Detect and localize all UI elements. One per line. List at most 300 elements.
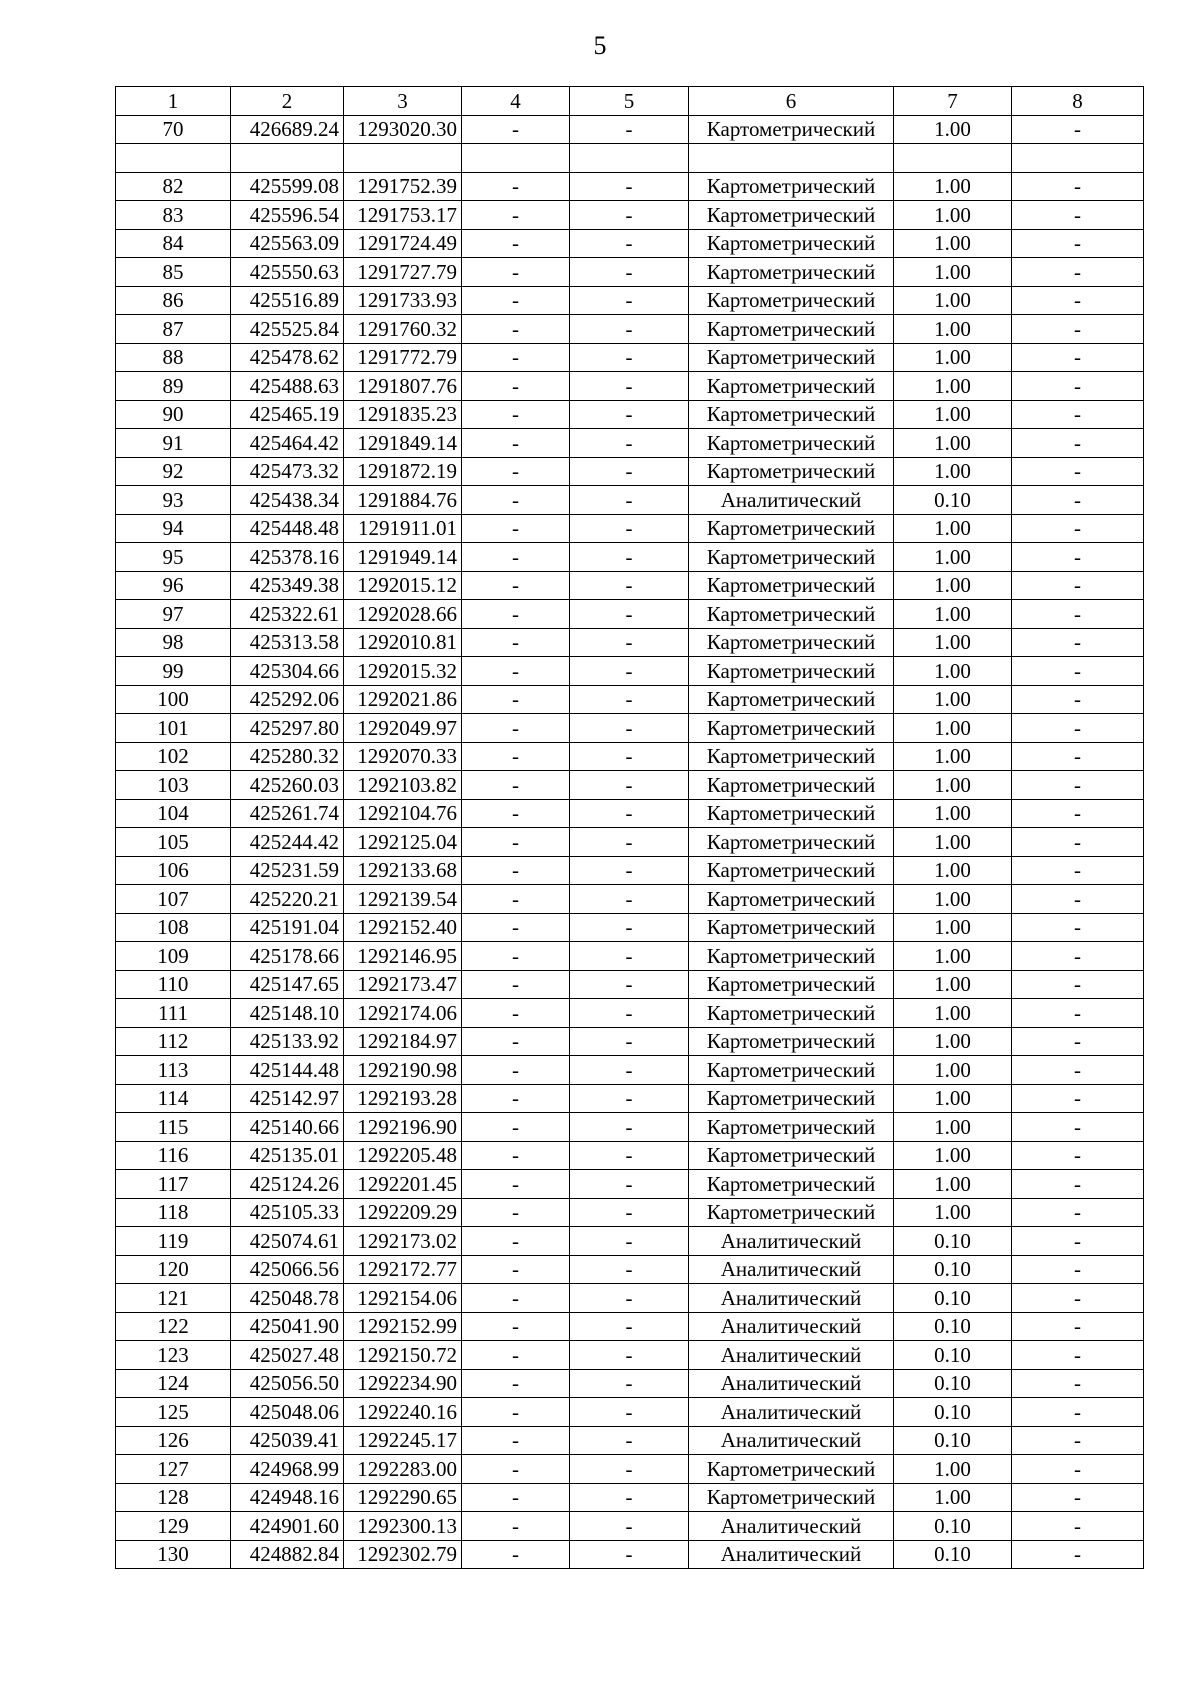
table-cell: - (462, 286, 570, 315)
table-cell: Картометрический (689, 657, 894, 686)
table-cell: - (1012, 1369, 1144, 1398)
table-cell: - (1012, 1056, 1144, 1085)
table-cell: Картометрический (689, 429, 894, 458)
table-cell: 1.00 (894, 600, 1012, 629)
table-cell: 425464.42 (231, 429, 344, 458)
table-cell: 110 (116, 970, 231, 999)
table-cell: 424948.16 (231, 1483, 344, 1512)
table-cell: 1292184.97 (344, 1027, 462, 1056)
table-cell: - (462, 1341, 570, 1370)
table-cell: 1292290.65 (344, 1483, 462, 1512)
table-cell: Картометрический (689, 1056, 894, 1085)
table-cell: - (570, 343, 689, 372)
table-cell: Картометрический (689, 343, 894, 372)
table-cell: 1292201.45 (344, 1170, 462, 1199)
table-cell: 1292205.48 (344, 1141, 462, 1170)
table-cell: 425313.58 (231, 628, 344, 657)
table-cell: 104 (116, 799, 231, 828)
table-cell: - (1012, 1483, 1144, 1512)
table-cell: 425292.06 (231, 685, 344, 714)
table-cell: 99 (116, 657, 231, 686)
table-cell: 1.00 (894, 685, 1012, 714)
table-cell: 0.10 (894, 1426, 1012, 1455)
table-cell: 425220.21 (231, 885, 344, 914)
table-cell: 0.10 (894, 1284, 1012, 1313)
table-cell: 1.00 (894, 657, 1012, 686)
table-row (116, 828, 1144, 857)
table-cell: - (570, 657, 689, 686)
table-cell: 425140.66 (231, 1113, 344, 1142)
table-cell: - (570, 885, 689, 914)
table-row (116, 1540, 1144, 1569)
table-cell: Аналитический (689, 1312, 894, 1341)
table-cell: 425516.89 (231, 286, 344, 315)
table-cell: 0.10 (894, 486, 1012, 515)
table-cell: 1292104.76 (344, 799, 462, 828)
table-cell: - (462, 258, 570, 287)
table-cell: 1.00 (894, 457, 1012, 486)
table-cell: 1292028.66 (344, 600, 462, 629)
table-cell: Картометрический (689, 115, 894, 144)
table-cell: 1292015.32 (344, 657, 462, 686)
table-cell: 1292021.86 (344, 685, 462, 714)
table-cell: 425478.62 (231, 343, 344, 372)
table-row (116, 799, 1144, 828)
table-cell: - (462, 1426, 570, 1455)
table-cell: 1291753.17 (344, 201, 462, 230)
table-cell: - (1012, 1455, 1144, 1484)
table-cell (894, 144, 1012, 173)
table-cell: 1.00 (894, 543, 1012, 572)
table-row (116, 1170, 1144, 1199)
table-cell: Картометрический (689, 1455, 894, 1484)
table-cell: - (1012, 1341, 1144, 1370)
table-cell: - (570, 172, 689, 201)
table-cell: - (570, 372, 689, 401)
table-cell: 425147.65 (231, 970, 344, 999)
table-cell: Картометрический (689, 600, 894, 629)
table-row (116, 286, 1144, 315)
table-cell: - (570, 229, 689, 258)
table-header (116, 87, 1144, 116)
table-cell: Аналитический (689, 1512, 894, 1541)
table-cell: - (462, 343, 570, 372)
table-cell: 1.00 (894, 799, 1012, 828)
table-cell: Картометрический (689, 1483, 894, 1512)
table-cell: - (570, 400, 689, 429)
table-cell: 425244.42 (231, 828, 344, 857)
table-cell: 1.00 (894, 1170, 1012, 1199)
table-cell: - (462, 628, 570, 657)
table-cell: Картометрический (689, 514, 894, 543)
table-cell: 111 (116, 999, 231, 1028)
table-cell: 88 (116, 343, 231, 372)
table-cell: 1292245.17 (344, 1426, 462, 1455)
table-cell: - (570, 1141, 689, 1170)
table-cell: 1292015.12 (344, 571, 462, 600)
table-cell: - (570, 1227, 689, 1256)
table-cell: Картометрический (689, 286, 894, 315)
table-cell: 129 (116, 1512, 231, 1541)
table-cell: 118 (116, 1198, 231, 1227)
table-cell: - (462, 457, 570, 486)
table-cell: 425297.80 (231, 714, 344, 743)
table-row (116, 1284, 1144, 1313)
column-header: 3 (344, 87, 462, 116)
table-cell: 1292234.90 (344, 1369, 462, 1398)
table-cell: 84 (116, 229, 231, 258)
table-cell: - (570, 1398, 689, 1427)
table-cell: 114 (116, 1084, 231, 1113)
table-cell: Картометрический (689, 799, 894, 828)
table-cell: - (570, 999, 689, 1028)
table-cell: 1.00 (894, 286, 1012, 315)
table-cell: 425124.26 (231, 1170, 344, 1199)
table-cell: 101 (116, 714, 231, 743)
table-cell: - (570, 1056, 689, 1085)
table-row (116, 1398, 1144, 1427)
coordinates-table (115, 86, 1144, 1569)
table-cell: 425133.92 (231, 1027, 344, 1056)
table-cell: - (462, 571, 570, 600)
table-cell: - (462, 315, 570, 344)
table-cell: 1292070.33 (344, 742, 462, 771)
table-cell: 1291911.01 (344, 514, 462, 543)
table-cell: Картометрический (689, 714, 894, 743)
table-cell: - (570, 1312, 689, 1341)
table-cell: 1292209.29 (344, 1198, 462, 1227)
table-cell: - (570, 942, 689, 971)
table-cell: 425135.01 (231, 1141, 344, 1170)
table-cell: - (570, 1284, 689, 1313)
table-cell: - (1012, 771, 1144, 800)
table-cell: - (570, 201, 689, 230)
table-cell: 1292146.95 (344, 942, 462, 971)
table-cell: - (462, 1398, 570, 1427)
table-cell: - (570, 685, 689, 714)
table-cell: 92 (116, 457, 231, 486)
table-row (116, 1113, 1144, 1142)
table-cell: 1292240.16 (344, 1398, 462, 1427)
table-cell (116, 144, 231, 173)
table-cell: 1292283.00 (344, 1455, 462, 1484)
column-header: 6 (689, 87, 894, 116)
table-row (116, 1455, 1144, 1484)
table-cell: 0.10 (894, 1512, 1012, 1541)
table-cell: 1.00 (894, 372, 1012, 401)
table-row (116, 457, 1144, 486)
column-header: 4 (462, 87, 570, 116)
table-cell: 1292133.68 (344, 856, 462, 885)
table-cell: 425599.08 (231, 172, 344, 201)
table-cell: 1292150.72 (344, 1341, 462, 1370)
table-row (116, 742, 1144, 771)
table-cell: 91 (116, 429, 231, 458)
table-cell: 1.00 (894, 258, 1012, 287)
table-row (116, 885, 1144, 914)
table-cell: 93 (116, 486, 231, 515)
table-cell: - (1012, 1227, 1144, 1256)
table-cell: 1292152.99 (344, 1312, 462, 1341)
table-cell: - (462, 657, 570, 686)
table-cell: 1.00 (894, 771, 1012, 800)
table-cell: 128 (116, 1483, 231, 1512)
table-cell: 1.00 (894, 714, 1012, 743)
table-cell: 1291884.76 (344, 486, 462, 515)
table-cell: 1291772.79 (344, 343, 462, 372)
table-cell: 0.10 (894, 1255, 1012, 1284)
table-cell: 425378.16 (231, 543, 344, 572)
table-cell: 0.10 (894, 1312, 1012, 1341)
table-cell: 96 (116, 571, 231, 600)
table-row (116, 913, 1144, 942)
table-cell: Картометрический (689, 1113, 894, 1142)
table-cell: Картометрический (689, 771, 894, 800)
table-cell: 119 (116, 1227, 231, 1256)
table-cell: - (462, 1312, 570, 1341)
table-cell: 1293020.30 (344, 115, 462, 144)
table-cell: 106 (116, 856, 231, 885)
table-cell: 89 (116, 372, 231, 401)
table-cell: - (570, 828, 689, 857)
table-cell: Картометрический (689, 970, 894, 999)
table-cell: 1.00 (894, 913, 1012, 942)
table-cell: 425056.50 (231, 1369, 344, 1398)
table-cell: - (1012, 400, 1144, 429)
table-cell: - (1012, 885, 1144, 914)
table-row (116, 600, 1144, 629)
table-cell: 97 (116, 600, 231, 629)
table-cell: - (1012, 258, 1144, 287)
table-cell: 1.00 (894, 828, 1012, 857)
table-cell: 1.00 (894, 400, 1012, 429)
table-cell: 1291724.49 (344, 229, 462, 258)
table-cell: 1.00 (894, 1198, 1012, 1227)
table-cell (1012, 144, 1144, 173)
table-cell: Картометрический (689, 229, 894, 258)
table-cell: 425041.90 (231, 1312, 344, 1341)
table-cell: 108 (116, 913, 231, 942)
table-cell: Картометрический (689, 172, 894, 201)
table-cell: - (570, 1084, 689, 1113)
table-cell: 1.00 (894, 1113, 1012, 1142)
table-cell: 117 (116, 1170, 231, 1199)
table-cell: 424901.60 (231, 1512, 344, 1541)
table-cell: 425148.10 (231, 999, 344, 1028)
table-cell: 1.00 (894, 628, 1012, 657)
table-cell: - (462, 172, 570, 201)
table-cell: 1.00 (894, 1455, 1012, 1484)
table-cell: - (462, 1455, 570, 1484)
table-cell: 1.00 (894, 429, 1012, 458)
table-cell: 425596.54 (231, 201, 344, 230)
table-cell: 425191.04 (231, 913, 344, 942)
table-cell: 70 (116, 115, 231, 144)
table-cell: Картометрический (689, 1141, 894, 1170)
table-cell: 425231.59 (231, 856, 344, 885)
table-cell: - (1012, 372, 1144, 401)
table-cell: Аналитический (689, 1227, 894, 1256)
table-cell: 425144.48 (231, 1056, 344, 1085)
header-row (116, 87, 1144, 116)
table-cell: - (1012, 999, 1144, 1028)
table-cell: 1292172.77 (344, 1255, 462, 1284)
table-cell: 107 (116, 885, 231, 914)
table-cell: - (1012, 1512, 1144, 1541)
table-cell (231, 144, 344, 173)
table-row (116, 429, 1144, 458)
table-cell: 82 (116, 172, 231, 201)
table-cell: - (462, 828, 570, 857)
table-row (116, 771, 1144, 800)
table-cell: 1292196.90 (344, 1113, 462, 1142)
table-cell: - (570, 856, 689, 885)
table-cell: - (462, 400, 570, 429)
table-cell: 0.10 (894, 1398, 1012, 1427)
table-cell: Аналитический (689, 1369, 894, 1398)
table-cell: - (570, 1341, 689, 1370)
table-cell: - (1012, 1113, 1144, 1142)
table-row (116, 315, 1144, 344)
table-cell: - (570, 543, 689, 572)
table-cell: 425039.41 (231, 1426, 344, 1455)
table-cell: - (570, 429, 689, 458)
table-cell: Картометрический (689, 742, 894, 771)
table-cell: 127 (116, 1455, 231, 1484)
table-cell: 1.00 (894, 115, 1012, 144)
table-row (116, 1512, 1144, 1541)
table-cell: - (570, 286, 689, 315)
table-cell: - (1012, 115, 1144, 144)
table-cell: - (1012, 856, 1144, 885)
table-cell: - (462, 1483, 570, 1512)
table-cell: 95 (116, 543, 231, 572)
table-cell: - (570, 1426, 689, 1455)
table-cell: 1292125.04 (344, 828, 462, 857)
table-cell: - (462, 1056, 570, 1085)
table-row (116, 970, 1144, 999)
table-cell: 109 (116, 942, 231, 971)
table-cell: - (462, 1198, 570, 1227)
table-cell: - (570, 571, 689, 600)
table-cell: - (1012, 571, 1144, 600)
table-cell: 424882.84 (231, 1540, 344, 1569)
table-cell: - (570, 457, 689, 486)
table-cell: - (1012, 457, 1144, 486)
table-cell: 1.00 (894, 343, 1012, 372)
table-cell: Картометрический (689, 999, 894, 1028)
table-cell: 426689.24 (231, 115, 344, 144)
table-cell: Картометрический (689, 258, 894, 287)
table-cell: - (1012, 1284, 1144, 1313)
table-row (116, 1255, 1144, 1284)
table-cell: - (462, 600, 570, 629)
table-cell: 1292152.40 (344, 913, 462, 942)
table-cell: 125 (116, 1398, 231, 1427)
table-row (116, 1312, 1144, 1341)
table-cell: 1291949.14 (344, 543, 462, 572)
table-cell: 126 (116, 1426, 231, 1455)
table-cell: 1291872.19 (344, 457, 462, 486)
table-cell: - (570, 315, 689, 344)
table-cell: 1.00 (894, 970, 1012, 999)
table-cell: 1292173.47 (344, 970, 462, 999)
table-cell: 1291752.39 (344, 172, 462, 201)
table-cell: 116 (116, 1141, 231, 1170)
table-cell: - (462, 714, 570, 743)
table-row (116, 856, 1144, 885)
table-cell: 1292174.06 (344, 999, 462, 1028)
table-cell: 94 (116, 514, 231, 543)
table-cell: 100 (116, 685, 231, 714)
table-cell: 1292154.06 (344, 1284, 462, 1313)
table-cell: - (462, 1141, 570, 1170)
table-cell: - (462, 1512, 570, 1541)
table-cell: 1.00 (894, 1027, 1012, 1056)
table-cell: 424968.99 (231, 1455, 344, 1484)
table-cell: - (462, 201, 570, 230)
table-cell: 98 (116, 628, 231, 657)
table-cell: 1292010.81 (344, 628, 462, 657)
table-cell: Картометрический (689, 885, 894, 914)
table-cell: - (462, 1084, 570, 1113)
table-row (116, 514, 1144, 543)
table-cell: 0.10 (894, 1227, 1012, 1256)
table-cell: 90 (116, 400, 231, 429)
table-cell: - (462, 115, 570, 144)
table-cell: 425027.48 (231, 1341, 344, 1370)
table-cell: Картометрический (689, 372, 894, 401)
table-row (116, 229, 1144, 258)
table-cell: Картометрический (689, 942, 894, 971)
table-cell: - (570, 628, 689, 657)
table-cell: - (570, 970, 689, 999)
table-cell: 112 (116, 1027, 231, 1056)
table-cell: Аналитический (689, 486, 894, 515)
table-cell: - (462, 486, 570, 515)
table-cell: 122 (116, 1312, 231, 1341)
table-cell: 120 (116, 1255, 231, 1284)
table-cell: 425525.84 (231, 315, 344, 344)
table-cell: 1.00 (894, 229, 1012, 258)
table-cell: 1.00 (894, 1483, 1012, 1512)
table-cell: 1.00 (894, 315, 1012, 344)
table-cell: 123 (116, 1341, 231, 1370)
table-cell: 1292300.13 (344, 1512, 462, 1541)
table-cell: - (462, 372, 570, 401)
table-cell: 0.10 (894, 1369, 1012, 1398)
table-cell: Картометрический (689, 400, 894, 429)
table-cell: 425260.03 (231, 771, 344, 800)
table-cell: 1.00 (894, 999, 1012, 1028)
table-cell: Аналитический (689, 1284, 894, 1313)
table-row (116, 657, 1144, 686)
table-cell: - (1012, 1398, 1144, 1427)
table-cell: 0.10 (894, 1341, 1012, 1370)
table-row (116, 1341, 1144, 1370)
table-cell: - (462, 856, 570, 885)
table-cell: - (462, 1369, 570, 1398)
table-cell: 1292139.54 (344, 885, 462, 914)
table-row (116, 942, 1144, 971)
table-cell: 425105.33 (231, 1198, 344, 1227)
table-cell: 85 (116, 258, 231, 287)
table-row (116, 1198, 1144, 1227)
table-cell: - (570, 486, 689, 515)
table-cell: - (1012, 343, 1144, 372)
table-row (116, 1027, 1144, 1056)
table-cell: - (1012, 429, 1144, 458)
